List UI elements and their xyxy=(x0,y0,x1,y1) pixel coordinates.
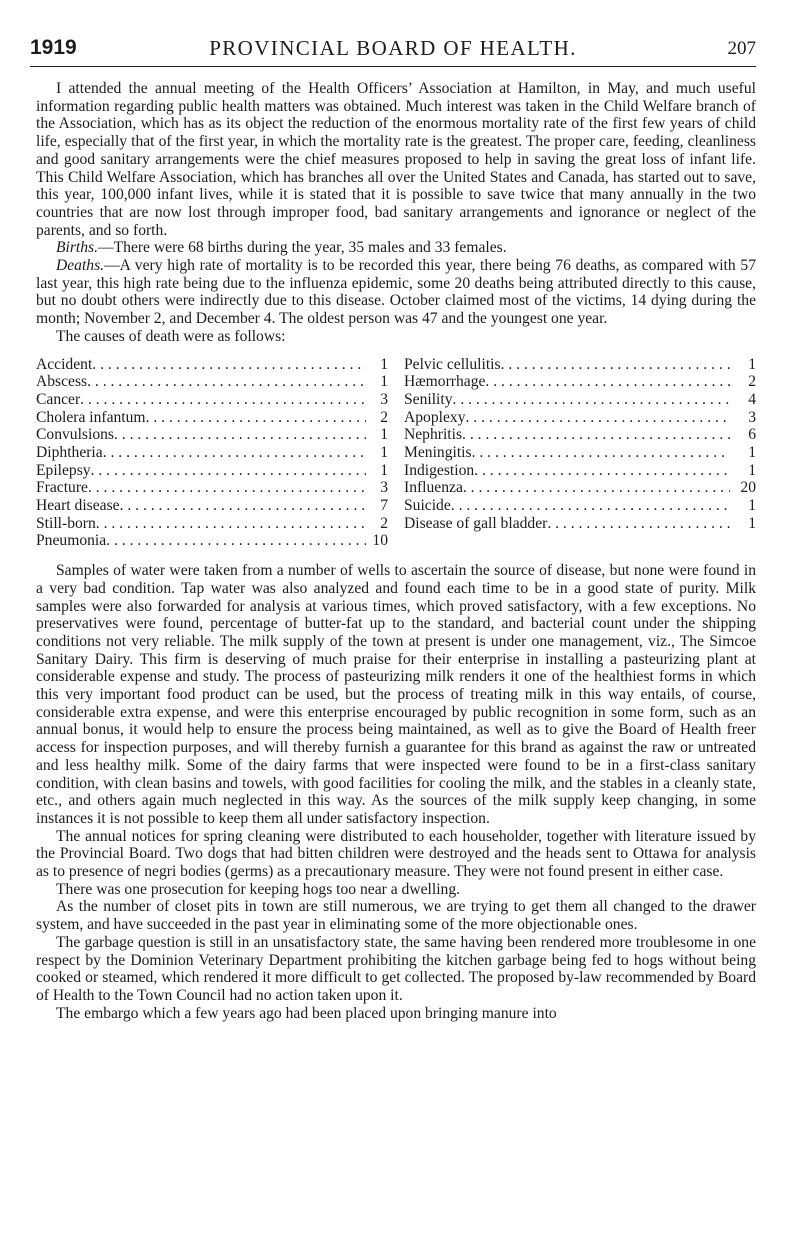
cause-count: 3 xyxy=(748,408,756,426)
cause-row xyxy=(36,356,388,374)
dot-leader xyxy=(451,497,730,515)
cause-count: 3 xyxy=(380,390,388,408)
dot-leader xyxy=(114,426,366,444)
dot-leader xyxy=(462,426,730,444)
cause-count: 1 xyxy=(748,355,756,373)
cause-name: Diphtheria xyxy=(36,443,103,461)
cause-row xyxy=(404,426,756,444)
dot-leader xyxy=(146,409,366,427)
dot-leader xyxy=(80,391,366,409)
cause-name: Hæmorrhage xyxy=(404,373,486,391)
cause-count: 1 xyxy=(748,461,756,479)
cause-count: 1 xyxy=(380,461,388,479)
cause-count: 1 xyxy=(748,497,756,515)
dot-leader xyxy=(474,462,730,480)
cause-row xyxy=(404,479,756,497)
paragraph-spring-cleaning: The annual notices for spring cleaning were distributed to each householder, together with literature issued by the Provincial Board. Two dogs that had bitten children were destroyed and the heads sent to Ottawa for analysis as to presence of negri bodies (germs) as a precautionary measure. They were not found present in either case. xyxy=(36,827,756,881)
cause-row xyxy=(404,515,756,533)
deaths-text: —A very high rate of mortality is to be recorded this year, there being 76 deaths, as compared with 57 last year, this high rate being due to the influenza epidemic, some 20 deaths being attributed directly to this cause, but no doubt others were indirectly due to this disease. October claimed most of the victims, 14 dying during the month; November 2, and December 4. The oldest person was 47 and the youngest one year. xyxy=(36,257,756,328)
cause-count: 1 xyxy=(380,443,388,461)
cause-row xyxy=(36,515,388,533)
report-body xyxy=(36,80,756,1022)
cause-name: Still-born xyxy=(36,514,96,532)
dot-leader xyxy=(87,373,366,391)
cause-row xyxy=(36,391,388,409)
cause-count: 1 xyxy=(748,514,756,532)
dot-leader xyxy=(453,391,730,409)
dot-leader xyxy=(547,515,730,533)
cause-name: Accident xyxy=(36,355,93,373)
cause-name: Disease of gall bladder xyxy=(404,514,548,532)
cause-name: Influenza xyxy=(404,479,463,497)
deaths-heading: Deaths. xyxy=(56,257,105,275)
dot-leader xyxy=(96,515,366,533)
paragraph-births xyxy=(36,239,756,257)
dot-leader xyxy=(92,356,366,374)
paragraph-embargo: The embargo which a few years ago had been placed upon bringing manure into xyxy=(56,1004,557,1022)
cause-count: 7 xyxy=(380,497,388,515)
cause-name: Nephritis xyxy=(404,426,463,444)
causes-column-right xyxy=(404,356,756,551)
causes-column-left xyxy=(36,356,388,551)
dot-leader xyxy=(106,532,366,550)
paragraph-prosecution: There was one prosecution for keeping hogs too near a dwelling. xyxy=(56,880,461,898)
births-heading: Births. xyxy=(56,239,99,257)
dot-leader xyxy=(466,409,731,427)
causes-of-death-table xyxy=(36,356,756,551)
cause-count: 1 xyxy=(748,443,756,461)
page-number: 207 xyxy=(727,38,756,59)
dot-leader xyxy=(501,356,730,374)
paragraph-deaths xyxy=(36,257,756,328)
cause-count: 20 xyxy=(740,479,756,497)
dot-leader xyxy=(463,479,730,497)
cause-name: Heart disease xyxy=(36,497,120,515)
cause-row xyxy=(36,409,388,427)
cause-row xyxy=(404,462,756,480)
cause-name: Abscess xyxy=(36,373,88,391)
cause-name: Meningitis xyxy=(404,443,472,461)
births-text: —There were 68 births during the year, 35 males and 33 females. xyxy=(98,239,507,257)
cause-row xyxy=(404,373,756,391)
cause-row xyxy=(404,409,756,427)
cause-name: Pelvic cellulitis xyxy=(404,355,501,373)
cause-row xyxy=(36,444,388,462)
cause-row xyxy=(404,497,756,515)
cause-name: Suicide xyxy=(404,497,451,515)
cause-count: 1 xyxy=(380,355,388,373)
running-header xyxy=(30,36,756,74)
cause-count: 2 xyxy=(380,514,388,532)
dot-leader xyxy=(120,497,366,515)
dot-leader xyxy=(103,444,366,462)
cause-name: Indigestion xyxy=(404,461,475,479)
cause-count: 2 xyxy=(380,408,388,426)
cause-count: 4 xyxy=(748,390,756,408)
cause-count: 3 xyxy=(380,479,388,497)
causes-intro: The causes of death were as follows: xyxy=(56,327,286,345)
cause-count: 1 xyxy=(380,373,388,391)
dot-leader xyxy=(91,462,366,480)
paragraph-garbage: The garbage question is still in an unsatisfactory state, the same having been rendered more troublesome in one respect by the Dominion Veterinary Department prohibiting the kitchen garbage being fed to hogs without being cooked or steamed, which rendered it more difficult to get collected. The proposed by-law recommended by Board of Health to the Town Council had no action taken upon it. xyxy=(36,933,756,1004)
cause-count: 6 xyxy=(748,426,756,444)
header-rule xyxy=(30,66,756,67)
cause-row xyxy=(404,444,756,462)
cause-row xyxy=(36,373,388,391)
cause-count: 10 xyxy=(372,532,388,550)
cause-row xyxy=(404,391,756,409)
cause-row xyxy=(404,356,756,374)
paragraph-health-officers-meeting: I attended the annual meeting of the Health Officers’ Association at Hamilton, in May, and much useful information regarding public health matters was obtained. Much interest was taken in the Child Welfare branch of the Association, which has as its object the reduction of the enormous mortality rate of the first few years of child life, especially that of the first year, in which the mortality rate is the greatest. The proper care, feeding, cleanliness and good sanitary arrangements were the chief measures proposed to help in saving the great loss of infant life. This Child Welfare Association, which has branches all over the United States and Canada, has started out to save, this year, 100,000 infant lives, while it is stated that it is possible to save twice that many annually in the two countries that are now lost through improper food, bad sanitary arrangements and ignorance or neglect of the parents, and so forth. xyxy=(36,80,756,239)
cause-count: 1 xyxy=(380,426,388,444)
cause-count: 2 xyxy=(748,373,756,391)
dot-leader xyxy=(88,479,366,497)
cause-name: Senility xyxy=(404,390,453,408)
cause-name: Convulsions xyxy=(36,426,114,444)
dot-leader xyxy=(485,373,730,391)
cause-name: Epilepsy xyxy=(36,461,91,479)
cause-row xyxy=(36,497,388,515)
cause-row xyxy=(36,532,388,550)
cause-row xyxy=(36,426,388,444)
cause-row xyxy=(36,479,388,497)
paragraph-water-milk-samples: Samples of water were taken from a number of wells to ascertain the source of disease, but none were found in a very bad condition. Tap water was also analyzed and found each time to be in a good state of purity. Milk samples were also forwarded for analysis at various times, which proved satisfactory, with a few exceptions. No preservatives were found, percentage of butter-fat up to the standard, and bacterial count under the shipping conditions not very reliable. The milk supply of the town at present is under one management, viz., The Simcoe Sanitary Dairy. This firm is deserving of much praise for their enterprise in installing a pasteurizing plant at considerable expense and study. The process of pasteurizing milk renders it one of the healthiest forms in which this very important food product can be used, but the process of treating milk in this way entails, of course, considerable extra expense, and were this enterprise encouraged by public recognition in some form, such as an annual bonus, it would help to ensure the process being maintained, as well as to give the Board of Health freer access for inspection purposes, and will thereby furnish a guarantee for this brand as against the raw or untreated and less healthy milk. Some of the dairy farms that were inspected were found to be in a first-class sanitary condition, with clean basins and towels, with good facilities for cooling the milk, and the stables in a cleanly state, etc., and others again much neglected in this way. As the sources of the milk supply keep changing, in some instances it is not possible to keep them all under satisfactory inspection. xyxy=(36,562,756,827)
cause-name: Apoplexy xyxy=(404,408,466,426)
cause-row xyxy=(36,462,388,480)
cause-name: Cancer xyxy=(36,390,81,408)
dot-leader xyxy=(472,444,730,462)
paragraph-closet-pits: As the number of closet pits in town are still numerous, we are trying to get them all changed to the drawer system, and have succeeded in the past year in eliminating some of the more objectionable ones. xyxy=(36,898,756,934)
cause-name: Pneumonia xyxy=(36,532,107,550)
cause-name: Fracture xyxy=(36,479,88,497)
header-year: 1919 xyxy=(30,36,77,59)
cause-name: Cholera infantum xyxy=(36,408,146,426)
header-title: PROVINCIAL BOARD OF HEALTH. xyxy=(209,36,577,60)
